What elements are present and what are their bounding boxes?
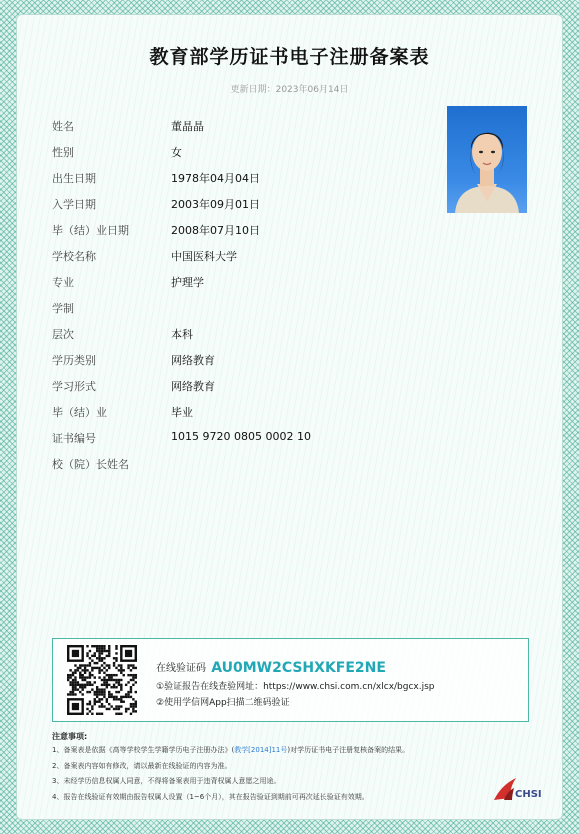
field-row-graduation-date bbox=[52, 222, 412, 240]
field-label: 证书编号 bbox=[52, 432, 96, 445]
field-row-birthdate bbox=[52, 170, 412, 188]
verify-url-instruction: ①验证报告在线查验网址：https://www.chsi.com.cn/xlcx/bgcx.jsp bbox=[156, 682, 435, 692]
field-value: 网络教育 bbox=[171, 354, 215, 367]
notes-title: 注意事项: bbox=[52, 732, 88, 741]
note-4: 4、报告在线验证有效期由报告权属人设置（1~6个月），其在报告验证到期前可再次延长验证有效期。 bbox=[52, 793, 369, 801]
field-label: 毕（结）业日期 bbox=[52, 224, 129, 237]
field-label: 姓名 bbox=[52, 120, 74, 133]
field-label: 学习形式 bbox=[52, 380, 96, 393]
field-row-major bbox=[52, 274, 412, 292]
field-value: 女 bbox=[171, 146, 182, 159]
note-text: 1、备案表是依据《高等学校学生学籍学历电子注册办法》( bbox=[52, 746, 235, 754]
verification-code-label: 在线验证码 bbox=[156, 663, 206, 674]
field-value: 1015 9720 0805 0002 10 bbox=[171, 430, 311, 443]
field-row-certificate-number bbox=[52, 430, 412, 448]
field-value: 网络教育 bbox=[171, 380, 215, 393]
online-verification-panel bbox=[52, 638, 529, 722]
field-row-graduation-status bbox=[52, 404, 412, 422]
field-value: 1978年04月04日 bbox=[171, 172, 260, 185]
field-label: 学历类别 bbox=[52, 354, 96, 367]
page-title: 教育部学历证书电子注册备案表 bbox=[149, 46, 430, 68]
field-value: 2003年09月01日 bbox=[171, 198, 260, 211]
note-1 bbox=[52, 745, 409, 755]
student-photo bbox=[447, 106, 527, 213]
field-value: 中国医科大学 bbox=[171, 250, 237, 263]
field-label: 专业 bbox=[52, 276, 74, 289]
verification-code: AU0MW2CSHXKFE2NE bbox=[211, 660, 386, 676]
field-row-president-name bbox=[52, 456, 412, 474]
verification-code-line bbox=[156, 659, 386, 676]
field-row-enroll-date bbox=[52, 196, 412, 214]
field-label: 校（院）长姓名 bbox=[52, 458, 129, 471]
note-2: 2、备案表内容如有修改，请以最新在线验证的内容为准。 bbox=[52, 762, 232, 770]
field-value: 本科 bbox=[171, 328, 193, 341]
field-row-study-form bbox=[52, 378, 412, 396]
field-row-school bbox=[52, 248, 412, 266]
update-date: 更新日期：2023年06月14日 bbox=[230, 85, 349, 95]
field-value: 董晶晶 bbox=[171, 120, 204, 133]
chsi-logo-text: CHSI bbox=[515, 789, 542, 800]
note-text: )对学历证书电子注册复核备案的结果。 bbox=[287, 746, 410, 754]
field-label: 学校名称 bbox=[52, 250, 96, 263]
field-value: 2008年07月10日 bbox=[171, 224, 260, 237]
field-row-gender bbox=[52, 144, 412, 162]
note-3: 3、未经学历信息权属人同意，不得将备案表用于违背权属人意愿之用途。 bbox=[52, 777, 281, 785]
verify-app-instruction: ②使用学信网App扫描二维码验证 bbox=[156, 698, 290, 708]
regulation-link[interactable]: 教学[2014]11号 bbox=[234, 746, 288, 754]
field-row-level bbox=[52, 326, 412, 344]
field-label: 学制 bbox=[52, 302, 74, 315]
field-row-duration bbox=[52, 300, 412, 318]
field-label: 出生日期 bbox=[52, 172, 96, 185]
field-row-education-type bbox=[52, 352, 412, 370]
qr-code[interactable] bbox=[67, 645, 137, 715]
field-label: 入学日期 bbox=[52, 198, 96, 211]
field-label: 毕（结）业 bbox=[52, 406, 107, 419]
field-label: 层次 bbox=[52, 328, 74, 341]
field-row-name bbox=[52, 118, 412, 136]
field-value: 护理学 bbox=[171, 276, 204, 289]
field-label: 性别 bbox=[52, 146, 74, 159]
field-value: 毕业 bbox=[171, 406, 193, 419]
